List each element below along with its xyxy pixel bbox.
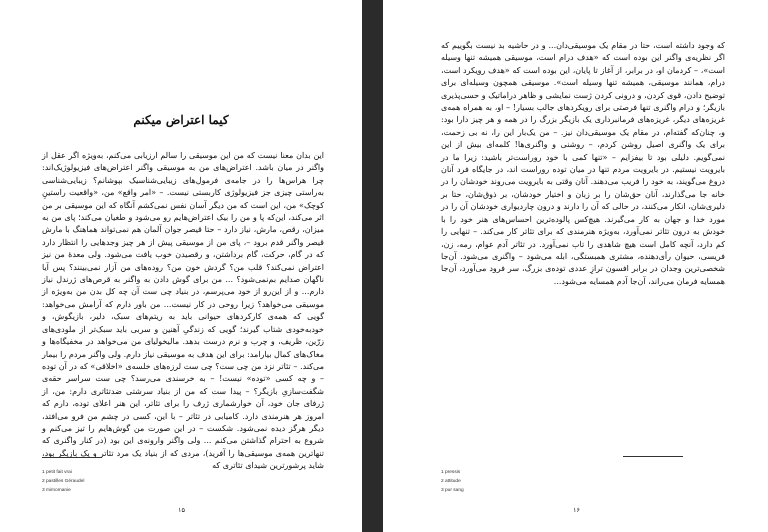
footnote: 3 pur sang	[441, 488, 464, 493]
footnote-rule	[623, 456, 683, 457]
right-footnotes	[441, 468, 464, 495]
left-page	[0, 0, 362, 532]
left-body-text	[42, 150, 324, 473]
right-body-text	[441, 40, 725, 288]
left-footnotes	[42, 468, 84, 495]
paragraph: که وجود داشته است، حتا در مقام یک موسیقی‌دان... و در حاشیه بد نیست بگوییم که اگر نظریه‌ی واگنر این بوده است که «هدف درام است، موسیقی همیشه تنها وسیله است»، – کردمان او، در برابر، از آغاز تا پایان، این بوده است که «هدف رویکرد است، درام، همانند موسیقی، همیشه تنها وسیله است». موسیقی همچون وسیله‌ای برای توضیح دادن، قوی کردن، و درونی کردن ژست نمایشی و ظاهر دراماتیک و حسی‌پذیری بازیگر؛ و درام واگنری تنها فرصتی برای رویکردهای جالب بسیار! – او، به همراه همه‌ی غریزه‌های دیگر، غریزه‌های فرمانبرداری یک بازیگر بزرگ را در همه و هر چیز دارا بود: و، چنان‌که گفته‌ام، در مقام یک موسیقی‌دان نیز. – من یک‌بار این را، نه بی زحمت، برای یک واگنری اصیل روشن کردم، – روشنی و واگنری‌ها! کلمه‌ای بیش از این نمی‌گویم. دلیلی بود تا بیفزایم – «تنها کمی با خود روراست‌تر باشید: زیرا ما در بایرویت نیستیم. در بایرویت مردم تنها در میان توده روراست اند، در جایگاه فرد آنان دروغ می‌گویند، به خود را فریب می‌دهند. آنان وقتی به بایرویت می‌روند خودشان را در خانه جا می‌گذارند، آنان حق‌شان را بر زبان و اختیار خودشان، بر ذوق‌شان، حتا بر دلیری‌شان، انکار می‌کنند، در حالی که آن را دارند و درون چاردیواری خودشان آن را در مورد خدا و جهان به کار می‌گیرند. هیچ‌کس پالوده‌ترین احساس‌های هنر خود را با خودش به درون تئاتر نمی‌آورد، به‌ویژه هنرمندی که برای تئاتر کار می‌کند. – تنهایی را کم دارد، آنچه کامل است هیچ شاهدی را تاب نمی‌آورد. در تئاتر آدم عوام، رمه، زن، فریسی، حیوان رأی‌دهنده، مشتری همبستگی، ابله می‌شود – واگنری می‌شود. آن‌جا شخصی‌ترین وجدان در برابر افسون ترازِ عددی توده‌ی بزرگ، سر فرود می‌آورد، آن‌جا همسایه فرمان می‌راند، آن‌جا آدم همسایه می‌شود...	[441, 41, 725, 286]
page-number: ۱۶	[573, 506, 580, 514]
chapter-title: کیما اعتراض میکنم	[133, 113, 229, 127]
footnote: 2 attitude	[441, 479, 461, 484]
footnote: 1 petit fait vrai	[42, 470, 72, 475]
footnote-rule	[42, 457, 102, 458]
page-number: ۱۵	[178, 506, 185, 514]
footnote: 2 pastilles Géraudel	[42, 479, 85, 484]
footnote: 3 mimomanie	[42, 488, 71, 493]
right-page	[383, 0, 768, 532]
footnote: 1 pressis	[441, 470, 461, 475]
paragraph: این بدان معنا نیست که من این موسیقی را سالم ارزیابی می‌کنم، به‌ویژه اگر عقل از واگنر در میان باشد. اعتراض‌های من به موسیقی واگنر اعتراض‌های فیزیولوژیک‌اند: چرا هراس‌ها را در جامه‌ی فرمول‌های زیبایی‌شناسیک بپوشانم؟ زیبایی‌شناسی به‌راستی چیزی جز فیزیولوژی کاربستی نیست. – «امر واقع» من، «واقعیت راستینِ کوچک» من، این است که من دیگر آسان نفس نمی‌کشم آنگاه که این موسیقی بر من اثر می‌کند، این‌که پا و من را بیک اعتراض‌هایم رو می‌شود و طغیان می‌کند؛ پای من به میزان، رقص، مارش، نیاز دارد – حتا قیصر جوان آلمان هم نمی‌تواند هماهنگ با مارش قیصر واگنر قدم برود –، پای من از موسیقی پیش از هر چیز وجدهایی را انتظار دارد که در گام، حرکت، گام برداشتن، و رقصیدن خوب یافت می‌شود. ولی معدهٔ من نیز اعتراض نمی‌کند؟ قلب من؟ گردش خون من؟ روده‌های من آزار نمی‌بینند؟ پس آیا ناگهان صدایم بم‌نمی‌شود؟ ... من برای گوش دادن به واگنر به قرص‌های ژرندل نیاز دارم... و از این‌رو از خود می‌پرسم، در بنیاد چی ست آن چه کل بدن من به‌ویژه از موسیقی می‌خواهد؟ زیرا روحی در کار نیست... من باور دارم که آرامش می‌خواهد: گویی که همه‌ی کارکردهای حیوانی باید به ریتم‌های سبک، دلیر، بازیگوش، و خودبه‌خودی شتاب گیرند؛ گویی که زندگیِ آهنین و سربی باید سبک‌تر از ملودی‌های زرّین، ظریف، و چرب و نرم درست بدهد. مالیخولیای من می‌خواهد در مخفیگاه‌ها و مغاک‌های کمال بیارامد: برای این هدف به موسیقی نیاز دارم. ولی واگنر مردم را بیمار می‌کند. – تئاتر نزد من چی ست؟ چی ست لرزه‌های خلسه‌ی «اخلاقی» که در آن توده – و چه کسی «توده» نیست! – به خرسندی می‌رسد؟ چی ست سراسر حقه‌ی شگفت‌سازیِ بازیگر؟ – پیدا ست که من از بنیاد سرشتی ضدتئاتری دارم: من، از ژرفای جان خود، آن خوارشماری ژرف را برای تئاتر، این هنر اعلای توده، دارم که امروز هر هنرمندی دارد. کامیابی در تئاتر – با این، کسی در چشم من فرو می‌افتد، دیگر هرگز دیده نمی‌شود. شکست – در این صورت من گوش‌هایم را تیز می‌کنم و شروع به احترام گذاشتن می‌کنم ... ولی واگنر وارونه‌ی این بود (در کنار واگنری که تنهاترین همه‌ی موسیقی‌ها را آفرید)، مردی که از بنیاد یک مرد تئاتر و یک بازیگر بود، شاید پرشورترین شیدای تئاتری که	[42, 151, 324, 471]
